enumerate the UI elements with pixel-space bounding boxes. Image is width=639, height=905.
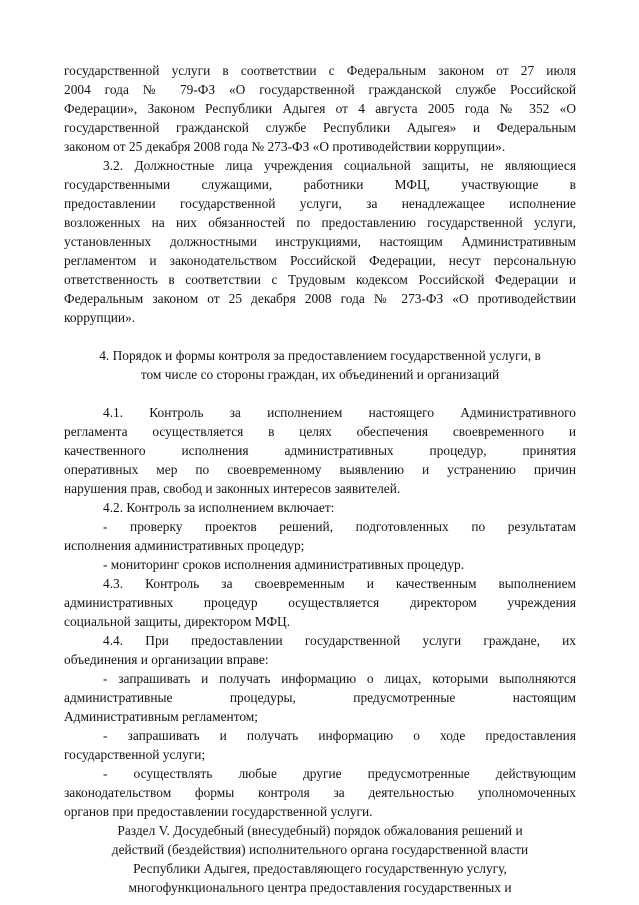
- text-line: государственными служащими, работники МФЦ, участвующие в: [64, 177, 576, 192]
- text-line: установленных должностными инструкциями, настоящим Административным: [64, 234, 576, 249]
- text-line: Федерации», Законом Республики Адыгея от 4 августа 2005 года № 352 «О: [64, 101, 576, 116]
- paragraph-3-2-first-line: 3.2. Должностные лица учреждения социальной защиты, не являющиеся: [103, 158, 576, 173]
- text-line: регламента осуществляется в целях обеспечения своевременного и: [64, 424, 576, 439]
- text-line: законодательством формы контроля за деятельностью уполномоченных: [64, 785, 576, 800]
- section-5-heading: Раздел V. Досудебный (внесудебный) порядок обжалования решений и: [117, 823, 523, 838]
- text-line: Федеральным законом от 25 декабря 2008 года № 273-ФЗ «О противодействии: [64, 291, 576, 306]
- text-line: предоставлении государственной услуги, за ненадлежащее исполнение: [64, 196, 576, 211]
- paragraph-4-4-first-line: 4.4. При предоставлении государственной услуги граждане, их: [103, 633, 576, 648]
- text-line: 2004 года № 79-ФЗ «О государственной гражданской службе Российской: [64, 82, 576, 97]
- text-line: качественного исполнения административных процедур, принятия: [64, 443, 576, 458]
- text-line: административные процедуры, предусмотренные настоящим: [64, 690, 576, 705]
- text-line: государственной услуги в соответствии с Федеральным законом от 27 июля: [64, 63, 576, 78]
- section-4-heading: том числе со стороны граждан, их объединений и организаций: [140, 367, 500, 382]
- list-item-first-line: - запрашивать и получать информацию о ходе предоставления: [103, 728, 576, 743]
- text-line: нарушения прав, свобод и законных интересов заявителей.: [64, 481, 401, 496]
- list-item: - мониторинг сроков исполнения административных процедур.: [103, 557, 465, 572]
- paragraph-4-2: 4.2. Контроль за исполнением включает:: [103, 500, 335, 515]
- text-line: объединения и организации вправе:: [64, 652, 269, 667]
- list-item-first-line: - запрашивать и получать информацию о лицах, которыми выполняются: [103, 671, 576, 686]
- text-line: ответственность в соответствии с Трудовым кодексом Российской Федерации и: [64, 272, 576, 287]
- text-line: регламентом и законодательством Российской Федерации, несут персональную: [64, 253, 576, 268]
- section-5-heading: Республики Адыгея, предоставляющего государственную услугу,: [133, 861, 507, 876]
- list-item-first-line: - осуществлять любые другие предусмотренные действующим: [103, 766, 576, 781]
- text-line: оперативных мер по своевременному выявлению и устранению причин: [64, 462, 576, 477]
- text-line: государственной гражданской службе Республики Адыгея» и Федеральным: [64, 120, 576, 135]
- text-line: коррупции».: [64, 310, 136, 325]
- text-line: государственной услуги;: [64, 747, 206, 762]
- text-line: возложенных на них обязанностей по предоставлению государственной услуги,: [64, 215, 576, 230]
- section-4-heading: 4. Порядок и формы контроля за предоставлением государственной услуги, в: [99, 348, 541, 363]
- list-item-first-line: - проверку проектов решений, подготовленных по результатам: [103, 519, 576, 534]
- text-line: законом от 25 декабря 2008 года № 273-ФЗ «О противодействии коррупции».: [64, 139, 506, 154]
- section-5-heading: многофункционального центра предоставления государственных и: [128, 880, 512, 895]
- text-line: административных процедур осуществляется директором учреждения: [64, 595, 576, 610]
- text-line: исполнения административных процедур;: [64, 538, 305, 553]
- section-5-heading: действий (бездействия) исполнительного органа государственной власти: [111, 842, 529, 857]
- paragraph-4-1-first-line: 4.1. Контроль за исполнением настоящего Административного: [103, 405, 576, 420]
- text-line: социальной защиты, директором МФЦ.: [64, 614, 291, 629]
- text-line: Административным регламентом;: [64, 709, 258, 724]
- text-line: органов при предоставлении государственной услуги.: [64, 804, 373, 819]
- paragraph-4-3-first-line: 4.3. Контроль за своевременным и качественным выполнением: [103, 576, 576, 591]
